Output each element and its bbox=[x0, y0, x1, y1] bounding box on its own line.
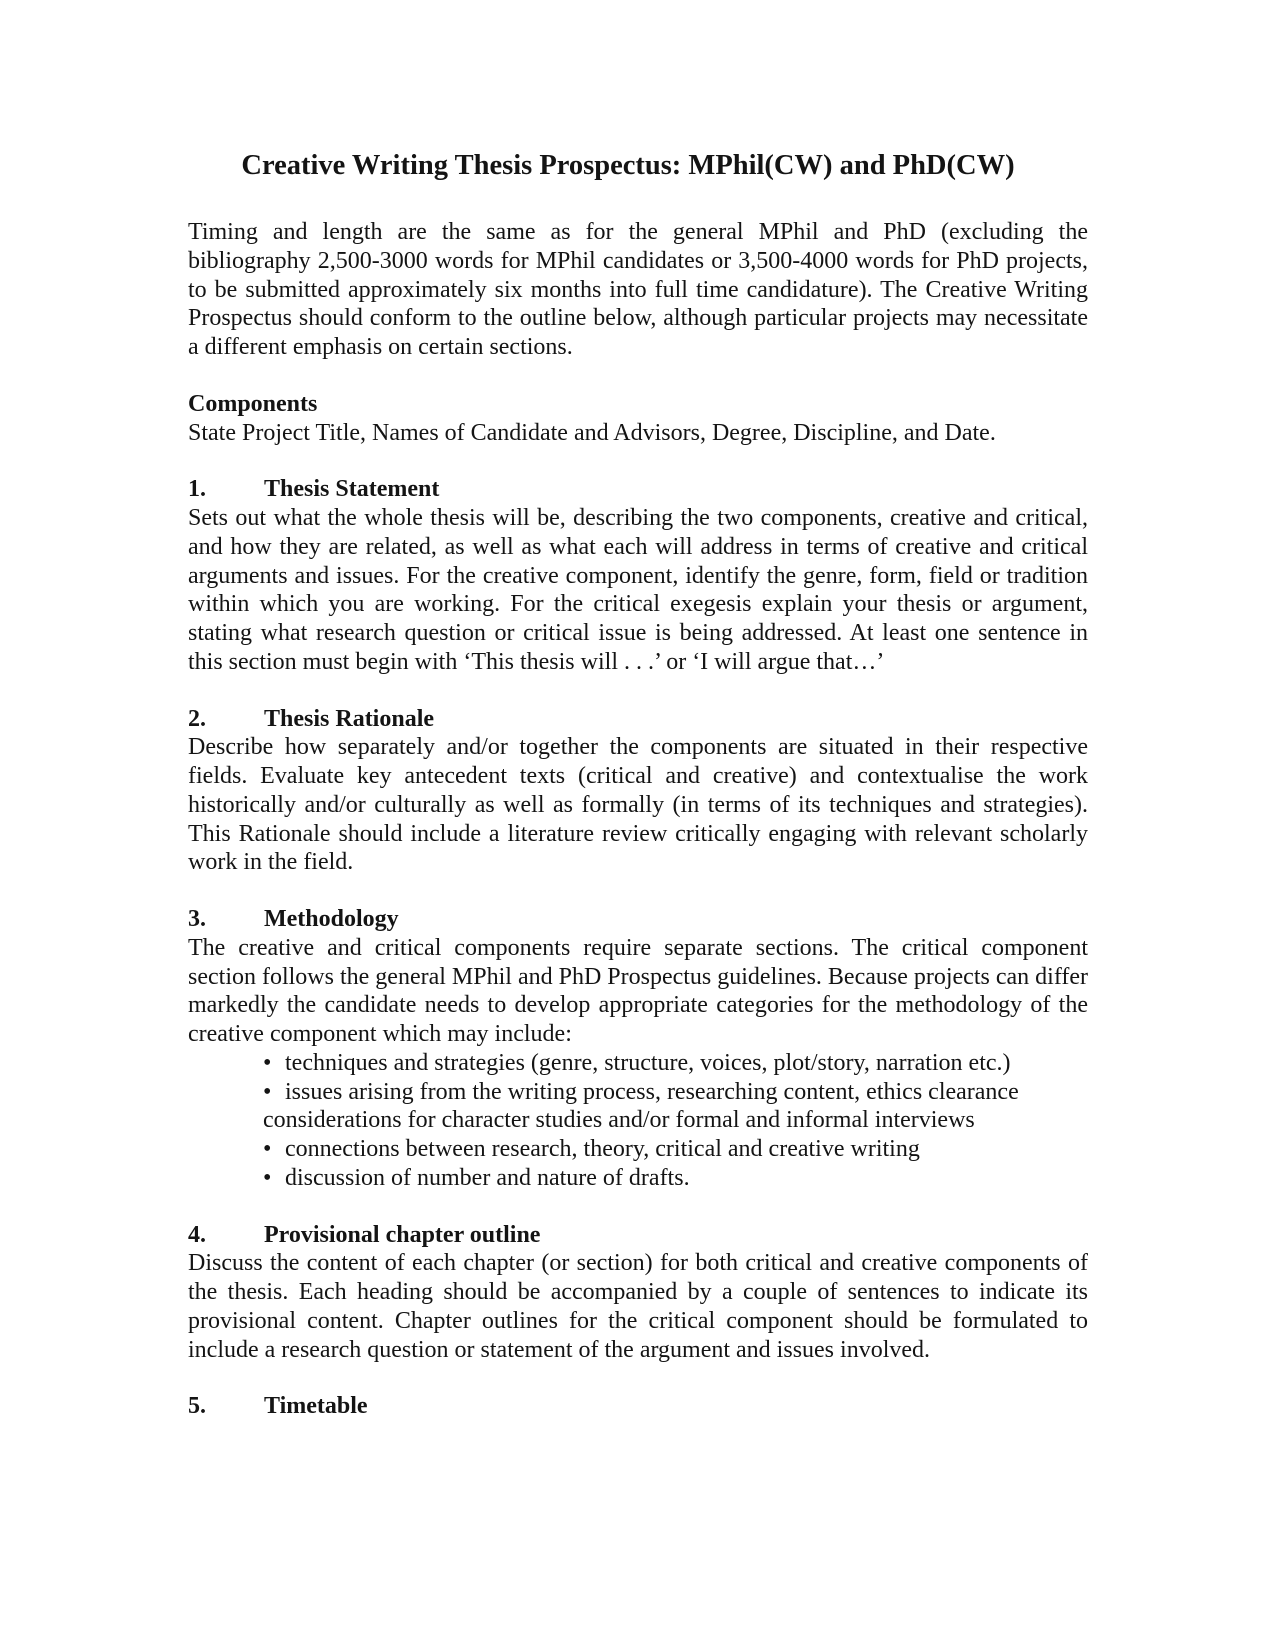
bullet-marker: • bbox=[263, 1164, 272, 1191]
section-title: Methodology bbox=[264, 906, 399, 932]
components-section bbox=[188, 390, 1088, 448]
page-title: Creative Writing Thesis Prospectus: MPhil(CW) and PhD(CW) bbox=[241, 150, 1015, 181]
section-title: Thesis Statement bbox=[264, 476, 440, 503]
components-text: State Project Title, Names of Candidate and Advisors, Degree, Discipline, and Date. bbox=[188, 419, 996, 446]
bullet-marker: • bbox=[263, 1078, 272, 1105]
bullet-marker: • bbox=[263, 1049, 272, 1076]
components-heading: Components bbox=[188, 390, 318, 417]
list-item: • techniques and strategies (genre, structure, voices, plot/story, narration etc.) bbox=[263, 1049, 1011, 1076]
section-heading bbox=[188, 905, 1088, 934]
section-text: The creative and critical components require separate sections. The critical component section follows the general MPhil and PhD Prospectus guidelines. Because projects can differ markedly the candidate needs to develop appropriate categories for the methodology of the creative component which may include: bbox=[188, 934, 1089, 1047]
section-number: 2. bbox=[188, 705, 206, 732]
section-number: 1. bbox=[188, 476, 206, 503]
section-title: Timetable bbox=[264, 1393, 368, 1420]
bullet-continuation: considerations for character studies and/or formal and informal interviews bbox=[263, 1107, 975, 1134]
section-thesis-statement bbox=[188, 475, 1088, 676]
document-body bbox=[188, 146, 1088, 1421]
methodology-bullet-list bbox=[188, 1049, 1088, 1193]
list-item: • discussion of number and nature of drafts. bbox=[263, 1164, 690, 1191]
section-heading bbox=[188, 705, 1088, 734]
section-heading bbox=[188, 1221, 1088, 1250]
section-methodology bbox=[188, 905, 1088, 1193]
section-text: Describe how separately and/or together the components are situated in their respective fields. Evaluate key antecedent texts (critical and creative) and contextualise the work historically and/or culturally as well as formally (in terms of its techniques and strategies). This Rationale should include a literature review critically engaging with relevant scholarly work in the field. bbox=[188, 734, 1088, 876]
section-number: 4. bbox=[188, 1221, 206, 1248]
section-timetable bbox=[188, 1392, 1088, 1421]
section-heading bbox=[188, 475, 1088, 504]
section-number: 5. bbox=[188, 1393, 206, 1420]
list-item: • connections between research, theory, critical and creative writing bbox=[263, 1136, 920, 1162]
section-text: Discuss the content of each chapter (or section) for both critical and creative components of the thesis. Each heading should be accompanied by a couple of sentences to indicate its provisional content. Chapter outlines for the critical component should be formulated to include a research question or statement of the argument and issues involved. bbox=[188, 1250, 1088, 1363]
section-provisional-chapter-outline bbox=[188, 1221, 1088, 1365]
section-text: Sets out what the whole thesis will be, describing the two components, creative and critical, and how they are related, as well as what each will address in terms of creative and critical arguments and issues. For the creative component, identify the genre, form, field or tradition within which you are working. For the critical exegesis explain your thesis or argument, stating what research question or critical issue is being addressed. At least one sentence in this section must begin with ‘This thesis will . . .’ or ‘I will argue that…’ bbox=[188, 505, 1088, 675]
list-item: • issues arising from the writing process, researching content, ethics clearance considerations for character studies and/or formal and informal interviews bbox=[263, 1078, 1088, 1136]
section-thesis-rationale bbox=[188, 705, 1088, 878]
section-title: Provisional chapter outline bbox=[264, 1221, 541, 1248]
intro-paragraph: Timing and length are the same as for the general MPhil and PhD (excluding the bibliography 2,500-3000 words for MPhil candidates or 3,500-4000 words for PhD projects, to be submitted approximately six months into full time candidature). The Creative Writing Prospectus should conform to the outline below, although particular projects may necessitate a different emphasis on certain sections. bbox=[188, 219, 1088, 360]
section-title: Thesis Rationale bbox=[264, 705, 435, 732]
bullet-marker: • bbox=[263, 1136, 272, 1162]
section-heading bbox=[188, 1392, 1088, 1421]
section-number: 3. bbox=[188, 906, 206, 932]
